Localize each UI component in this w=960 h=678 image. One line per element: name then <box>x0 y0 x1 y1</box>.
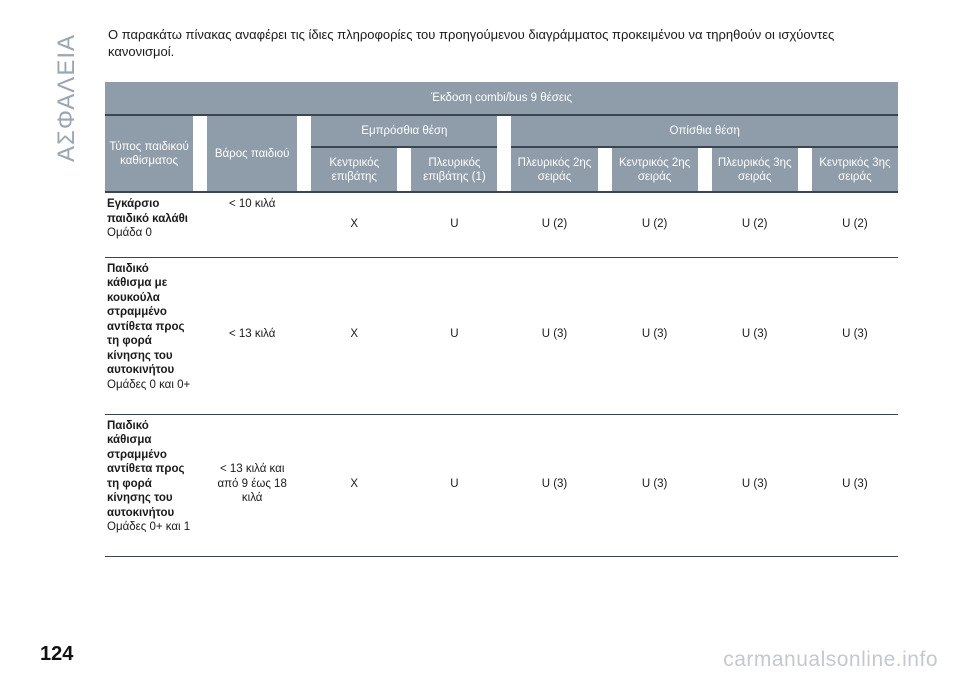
version-header: Έκδοση combi/bus 9 θέσεις <box>105 82 898 115</box>
table-row <box>105 192 898 257</box>
front-position-header: Εμπρόσθια θέση <box>311 115 497 147</box>
seat-type-cell: Εγκάρσιο παιδικό καλάθι Ομάδα 0 <box>105 192 193 257</box>
section-side-title <box>52 33 82 163</box>
child-seat-table <box>105 82 898 557</box>
value-cell: U (2) <box>511 192 597 257</box>
seat-type-cell: Παιδικό κάθισμα με κουκούλα στραμμένο αντίθετα προς τη φορά κίνησης του αυτοκινήτου Ομάδες 0 και 0+ <box>105 257 193 414</box>
value-cell: U (3) <box>612 257 698 414</box>
value-cell: U <box>411 414 497 556</box>
value-cell: X <box>311 414 397 556</box>
value-cell: U (3) <box>511 414 597 556</box>
page-number: 124 <box>40 643 74 665</box>
column-header: Κεντρικός 3ης σειράς <box>812 147 898 192</box>
column-header: Πλευρικός 2ης σειράς <box>511 147 597 192</box>
type-header: Τύπος παιδικού καθίσματος <box>105 115 193 192</box>
rear-position-header: Οπίσθια θέση <box>511 115 898 147</box>
section-title-text: ΑΣΦΑΛΕΙΑ <box>53 33 80 163</box>
value-cell: U <box>411 257 497 414</box>
watermark: carmanualsonline.info <box>723 648 938 671</box>
intro-paragraph: Ο παρακάτω πίνακας αναφέρει τις ίδιες πληροφορίες του προηγούμενου διαγράμματος προκειμένου να τηρηθούν οι ισχύοντες κανονισμοί. <box>108 27 835 59</box>
value-cell: U (3) <box>712 257 798 414</box>
weight-cell: < 13 κιλά <box>207 257 297 414</box>
value-cell: U (3) <box>812 257 898 414</box>
value-cell: U (2) <box>712 192 798 257</box>
column-header: Κεντρικός επιβάτης <box>311 147 397 192</box>
weight-cell: < 13 κιλά και από 9 έως 18 κιλά <box>207 414 297 556</box>
table-row <box>105 414 898 556</box>
column-header: Πλευρικός 3ης σειράς <box>712 147 798 192</box>
seat-type-cell: Παιδικό κάθισμα στραμμένο αντίθετα προς τη φορά κίνησης του αυτοκινήτου Ομάδες 0+ και 1 <box>105 414 193 556</box>
column-header: Πλευρικός επιβάτης (1) <box>411 147 497 192</box>
value-cell: X <box>311 192 397 257</box>
value-cell: U (3) <box>612 414 698 556</box>
value-cell: U (3) <box>812 414 898 556</box>
value-cell: U <box>411 192 497 257</box>
value-cell: U (2) <box>812 192 898 257</box>
value-cell: U (3) <box>511 257 597 414</box>
column-header: Κεντρικός 2ης σειράς <box>612 147 698 192</box>
weight-header: Βάρος παιδιού <box>207 115 297 192</box>
weight-cell: < 10 κιλά <box>207 192 297 257</box>
value-cell: X <box>311 257 397 414</box>
value-cell: U (2) <box>612 192 698 257</box>
table-row <box>105 257 898 414</box>
value-cell: U (3) <box>712 414 798 556</box>
